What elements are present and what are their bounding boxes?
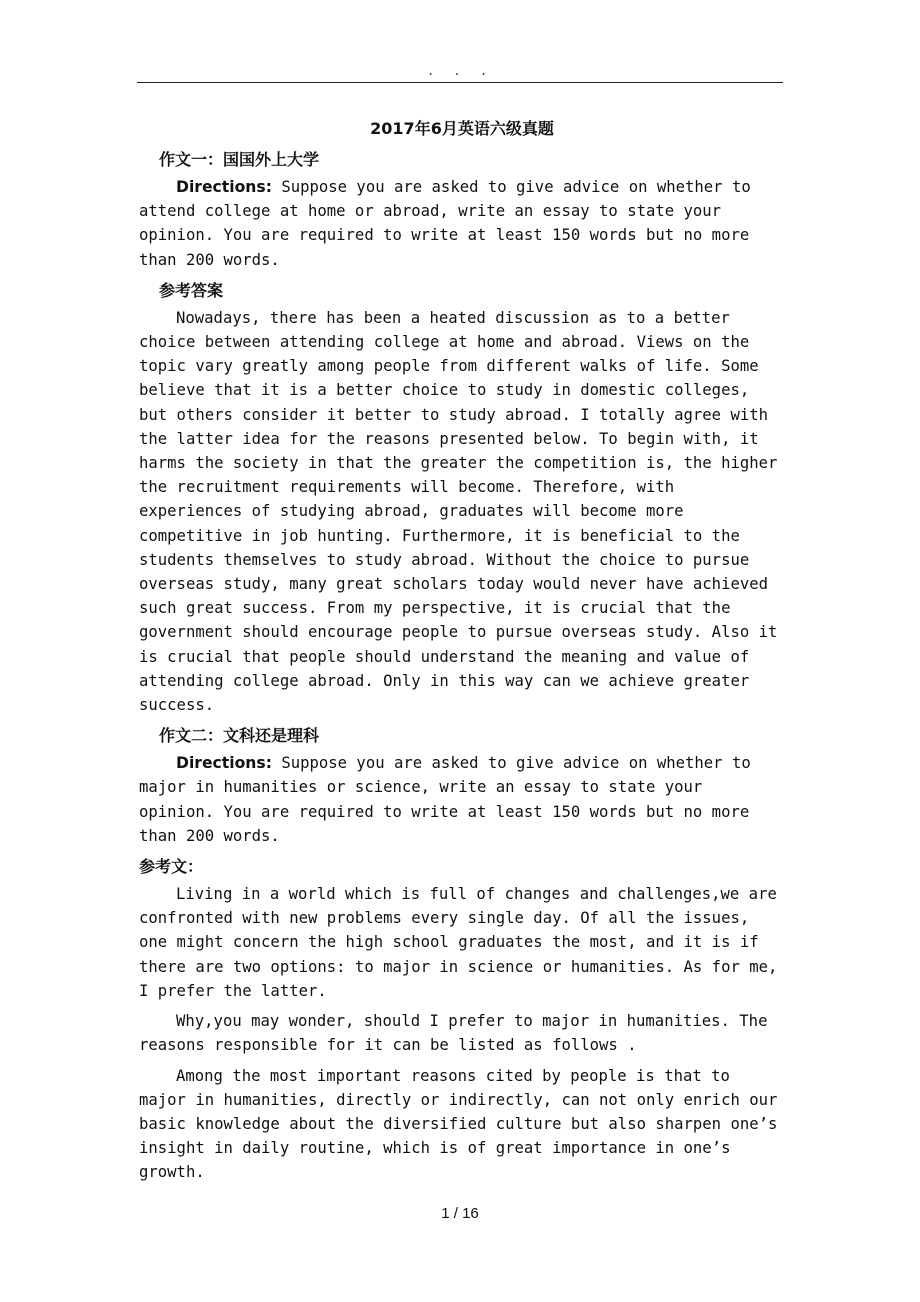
- essay1-directions-text: Suppose you are asked to give advice on whether to attend college at home or abroad, write an essay to state your opinion. You are required to write at least 150 words but no more than 200 words.: [139, 178, 751, 269]
- essay2-heading: 作文二：文科还是理科: [159, 726, 320, 746]
- essay2-answer-heading: 参考文：: [139, 857, 204, 877]
- header-rule: [137, 82, 783, 83]
- essay2-directions-label: Directions:: [176, 754, 272, 773]
- essay2-answer-paragraph: Among the most important reasons cited by people is that to major in humanities, directly or indirectly, can not only enrich our basic knowledge about the diversified culture but also sharpen one’s insight in daily routine, which is of great importance in one’s growth.: [139, 1066, 778, 1182]
- page-number: 1 / 16: [441, 1205, 479, 1222]
- essay2-directions: [139, 751, 785, 848]
- essay2-answer-paragraph: Living in a world which is full of changes and challenges,we are confronted with new problems every single day. Of all the issues, one might concern the high school graduates the most, and it is if there are two options: to major in science or humanities. As for me, I prefer the latter.: [139, 885, 778, 1000]
- essay1-directions-label: Directions:: [176, 178, 272, 196]
- page-content: [139, 116, 785, 1191]
- essay1-answer-heading: 参考答案: [159, 280, 224, 300]
- essay2-answer-paragraph: Why,you may wonder, should I prefer to major in humanities. The reasons responsible for it can be listed as follows .: [139, 1012, 768, 1055]
- essay1-heading: 作文一：国国外上大学: [159, 150, 320, 169]
- page-title: 2017年6月英语六级真题: [370, 119, 554, 138]
- header-dots: . . .: [426, 64, 494, 78]
- essay1-answer-paragraph: Nowadays, there has been a heated discussion as to a better choice between attending college at home and abroad. Views on the topic vary greatly among people from different walks of life. Some believe that it is a better choice to study in domestic colleges, but others consider it better to study abroad. I totally agree with the latter idea for the reasons presented below. To begin with, it harms the society in that the greater the competition is, the higher the recruitment requirements will become. Therefore, with experiences of studying abroad, graduates will become more competitive in job hunting. Furthermore, it is beneficial to the students themselves to study abroad. Without the choice to pursue overseas study, many great scholars today would never have achieved such great success. From my perspective, it is crucial that the government should encourage people to pursue overseas study. Also it is crucial that people should understand the meaning and value of attending college abroad. Only in this way can we achieve greater success.: [139, 308, 778, 715]
- essay1-directions: [139, 175, 785, 272]
- essay2-directions-text: Suppose you are asked to give advice on whether to major in humanities or science, write an essay to state your opinion. You are required to write at least 150 words but no more than 200 words.: [139, 754, 751, 845]
